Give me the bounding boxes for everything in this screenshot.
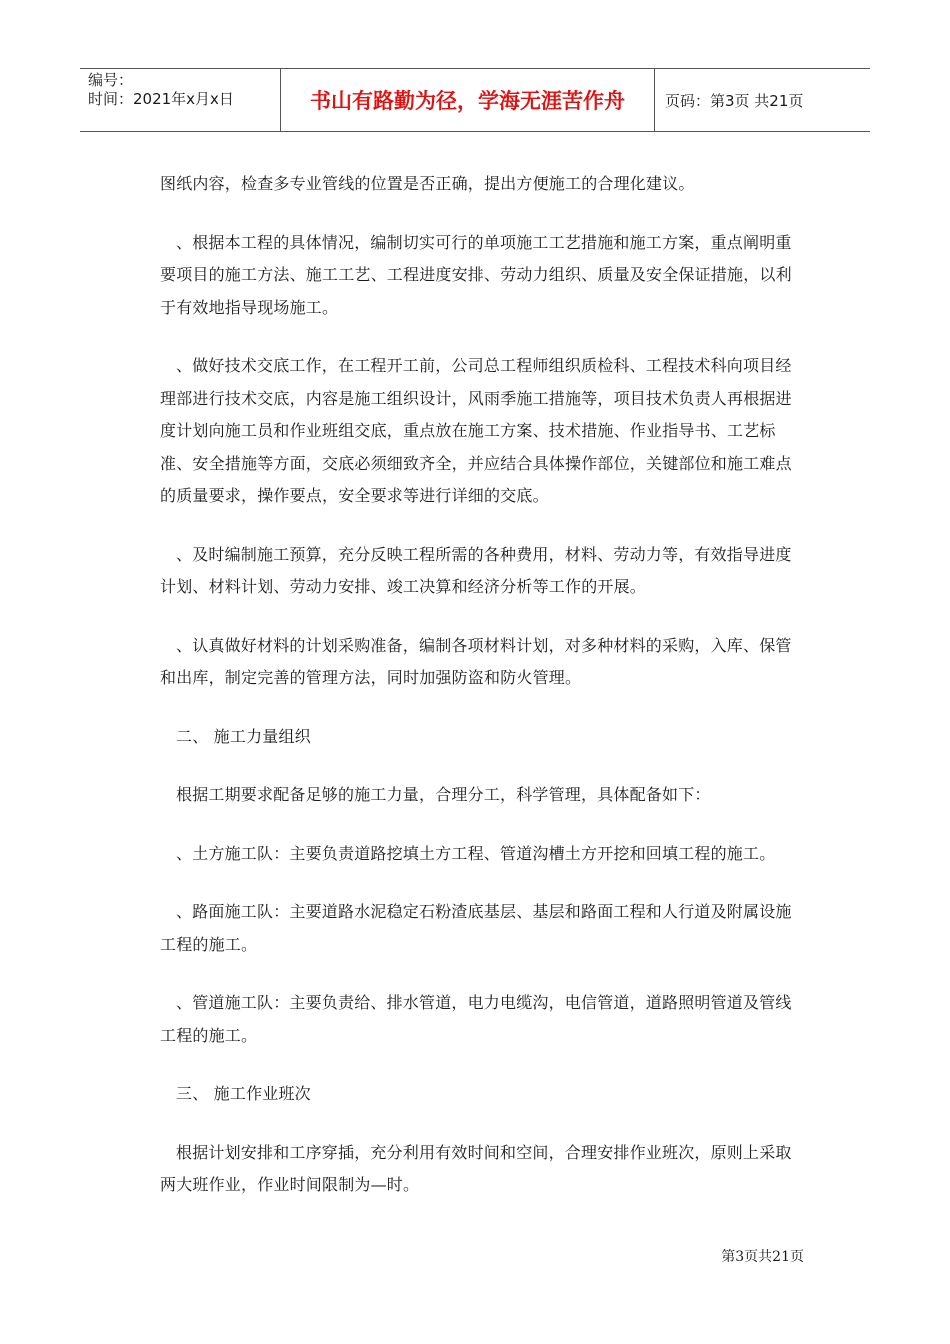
document-body <box>160 168 792 1202</box>
paragraph: 图纸内容，检查多专业管线的位置是否正确，提出方便施工的合理化建议。 <box>160 174 695 193</box>
document-number-label: 编号： <box>88 71 134 89</box>
paragraph: 、根据本工程的具体情况，编制切实可行的单项施工工艺措施和施工方案，重点阐明重要项目的施工方法、施工工艺、工程进度安排、劳动力组织、质量及安全保证措施，以利于有效地指导现场施工。 <box>160 232 792 317</box>
page-header <box>80 68 870 132</box>
paragraph: 、及时编制施工预算，充分反映工程所需的各种费用，材料、劳动力等，有效指导进度计划、材料计划、劳动力安排、竣工决算和经济分析等工作的开展。 <box>160 544 792 596</box>
header-motto: 书山有路勤为径，学海无涯苦作舟 <box>281 69 655 131</box>
paragraph: 、认真做好材料的计划采购准备，编制各项材料计划，对多种材料的采购，入库、保管和出库，制定完善的管理方法，同时加强防盗和防火管理。 <box>160 635 792 687</box>
header-meta-cell <box>80 69 281 131</box>
paragraph: 、做好技术交底工作，在工程开工前，公司总工程师组织质检科、工程技术科向项目经理部进行技术交底，内容是施工组织设计，风雨季施工措施等，项目技术负责人再根据进度计划向施工员和作业班组交底，重点放在施工方案、技术措施、作业指导书、工艺标准、安全措施等方面，交底必须细致齐全，并应结合具体操作部位，关键部位和施工难点的质量要求，操作要点，安全要求等进行详细的交底。 <box>160 356 792 505</box>
paragraph: 、路面施工队：主要道路水泥稳定石粉渣底基层、基层和路面工程和人行道及附属设施工程的施工。 <box>160 902 792 954</box>
paragraph: 、土方施工队：主要负责道路挖填土方工程、管道沟槽土方开挖和回填工程的施工。 <box>176 843 776 863</box>
section-heading: 二、 施工力量组织 <box>176 726 311 746</box>
paragraph: 根据计划安排和工序穿插，充分利用有效时间和空间，合理安排作业班次，原则上采取两大班作业，作业时间限制为—时。 <box>160 1142 792 1194</box>
page-footer: 第3页共21页 <box>721 1249 804 1265</box>
document-date-label: 时间：2021年x月x日 <box>88 90 234 108</box>
paragraph: 、管道施工队：主要负责给、排水管道，电力电缆沟，电信管道，道路照明管道及管线工程的施工。 <box>160 993 792 1045</box>
header-page-number: 页码：第3页 共21页 <box>665 91 804 110</box>
section-heading: 三、 施工作业班次 <box>176 1084 311 1103</box>
paragraph: 根据工期要求配备足够的施工力量，合理分工，科学管理，具体配备如下： <box>176 785 711 804</box>
